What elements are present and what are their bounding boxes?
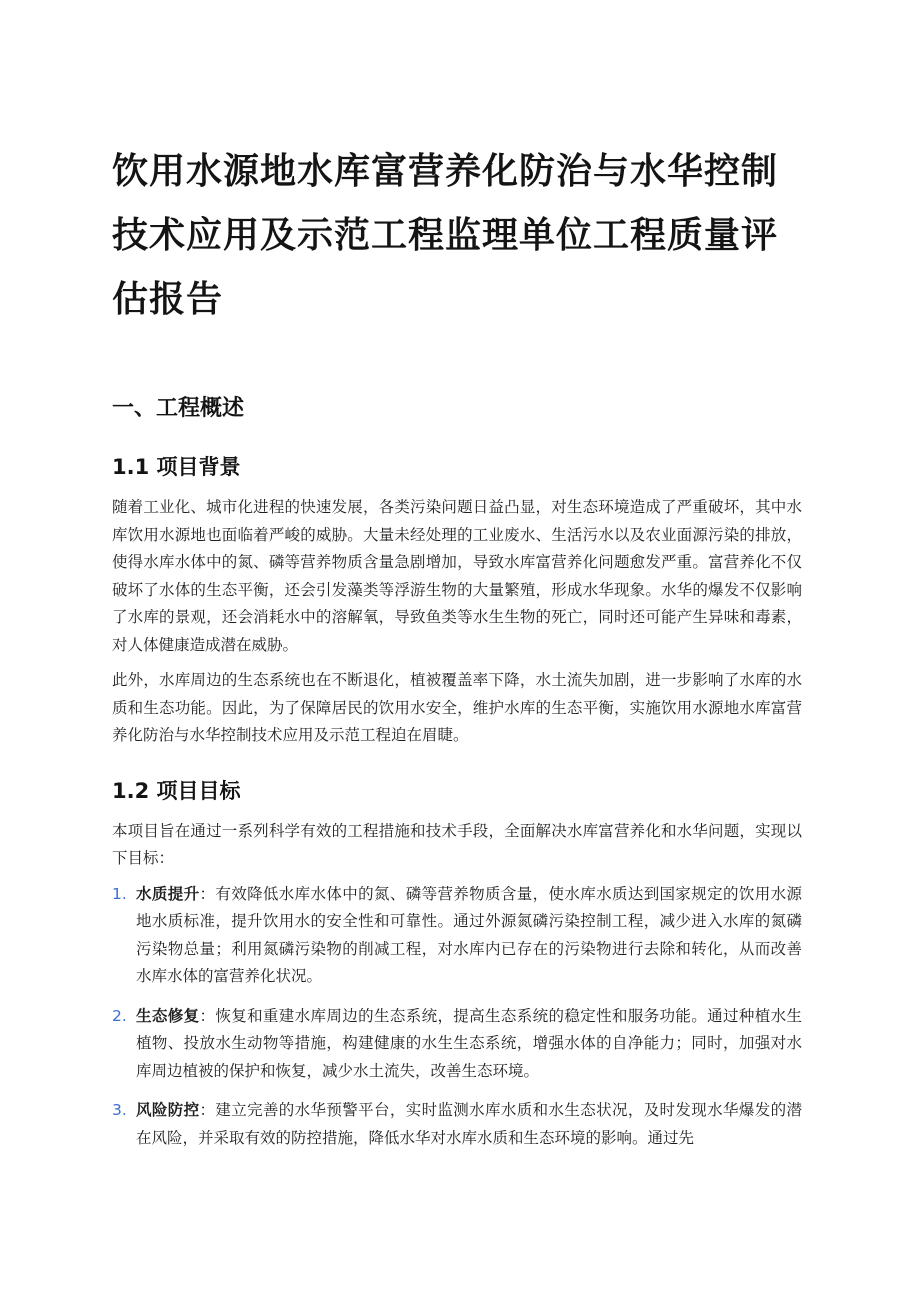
document-page	[112, 140, 802, 1164]
list-item	[112, 1097, 802, 1152]
background-paragraph-2: 此外，水库周边的生态系统也在不断退化，植被覆盖率下降，水土流失加剧，进一步影响了水库的水质和生态功能。因此，为了保障居民的饮用水安全，维护水库的生态平衡，实施饮用水源地水库富营养化防治与水华控制技术应用及示范工程迫在眉睫。	[112, 671, 802, 744]
list-item-term: 风险防控	[136, 1101, 200, 1119]
background-paragraph-1: 随着工业化、城市化进程的快速发展，各类污染问题日益凸显，对生态环境造成了严重破坏，其中水库饮用水源地也面临着严峻的威胁。大量未经处理的工业废水、生活污水以及农业面源污染的排放，使得水库水体中的氮、磷等营养物质含量急剧增加，导致水库富营养化问题愈发严重。富营养化不仅破坏了水体的生态平衡，还会引发藻类等浮游生物的大量繁殖，形成水华现象。水华的爆发不仅影响了水库的景观，还会消耗水中的溶解氧，导致鱼类等水生生物的死亡，同时还可能产生异味和毒素，对人体健康造成潜在威胁。	[112, 498, 802, 654]
list-item-text: ：恢复和重建水库周边的生态系统，提高生态系统的稳定性和服务功能。通过种植水生植物、投放水生动物等措施，构建健康的水生生态系统，增强水体的自净能力；同时，加强对水库周边植被的保护和恢复，减少水土流失，改善生态环境。	[136, 1006, 802, 1080]
list-item-number: 1.	[112, 884, 127, 903]
list-item-term: 生态修复	[136, 1006, 200, 1025]
subsection-heading-background: 1.1 项目背景	[112, 455, 241, 479]
document-title: 饮用水源地水库富营养化防治与水华控制技术应用及示范工程监理单位工程质量评估报告	[112, 151, 779, 320]
list-item-text: ：建立完善的水华预警平台，实时监测水库水质和水生态状况，及时发现水华爆发的潜在风险，并采取有效的防控措施，降低水华对水库水质和生态环境的影响。通过先	[136, 1101, 802, 1147]
section-heading-overview: 一、工程概述	[112, 396, 245, 421]
list-item	[112, 1003, 802, 1086]
list-item-number: 2.	[112, 1006, 127, 1025]
subsection-heading-goals: 1.2 项目目标	[112, 778, 241, 803]
list-item-number: 3.	[112, 1101, 127, 1119]
list-item-text: ：有效降低水库水体中的氮、磷等营养物质含量，使水库水质达到国家规定的饮用水源地水质标准，提升饮用水的安全性和可靠性。通过外源氮磷污染控制工程，减少进入水库的氮磷污染物总量；利用氮磷污染物的削减工程，对水库内已存在的污染物进行去除和转化，从而改善水库水体的富营养化状况。	[136, 884, 802, 985]
goals-list	[112, 881, 802, 1153]
goals-intro-paragraph: 本项目旨在通过一系列科学有效的工程措施和技术手段，全面解决水库富营养化和水华问题，实现以下目标：	[112, 821, 802, 867]
list-item-term: 水质提升	[136, 884, 200, 903]
list-item	[112, 881, 802, 991]
